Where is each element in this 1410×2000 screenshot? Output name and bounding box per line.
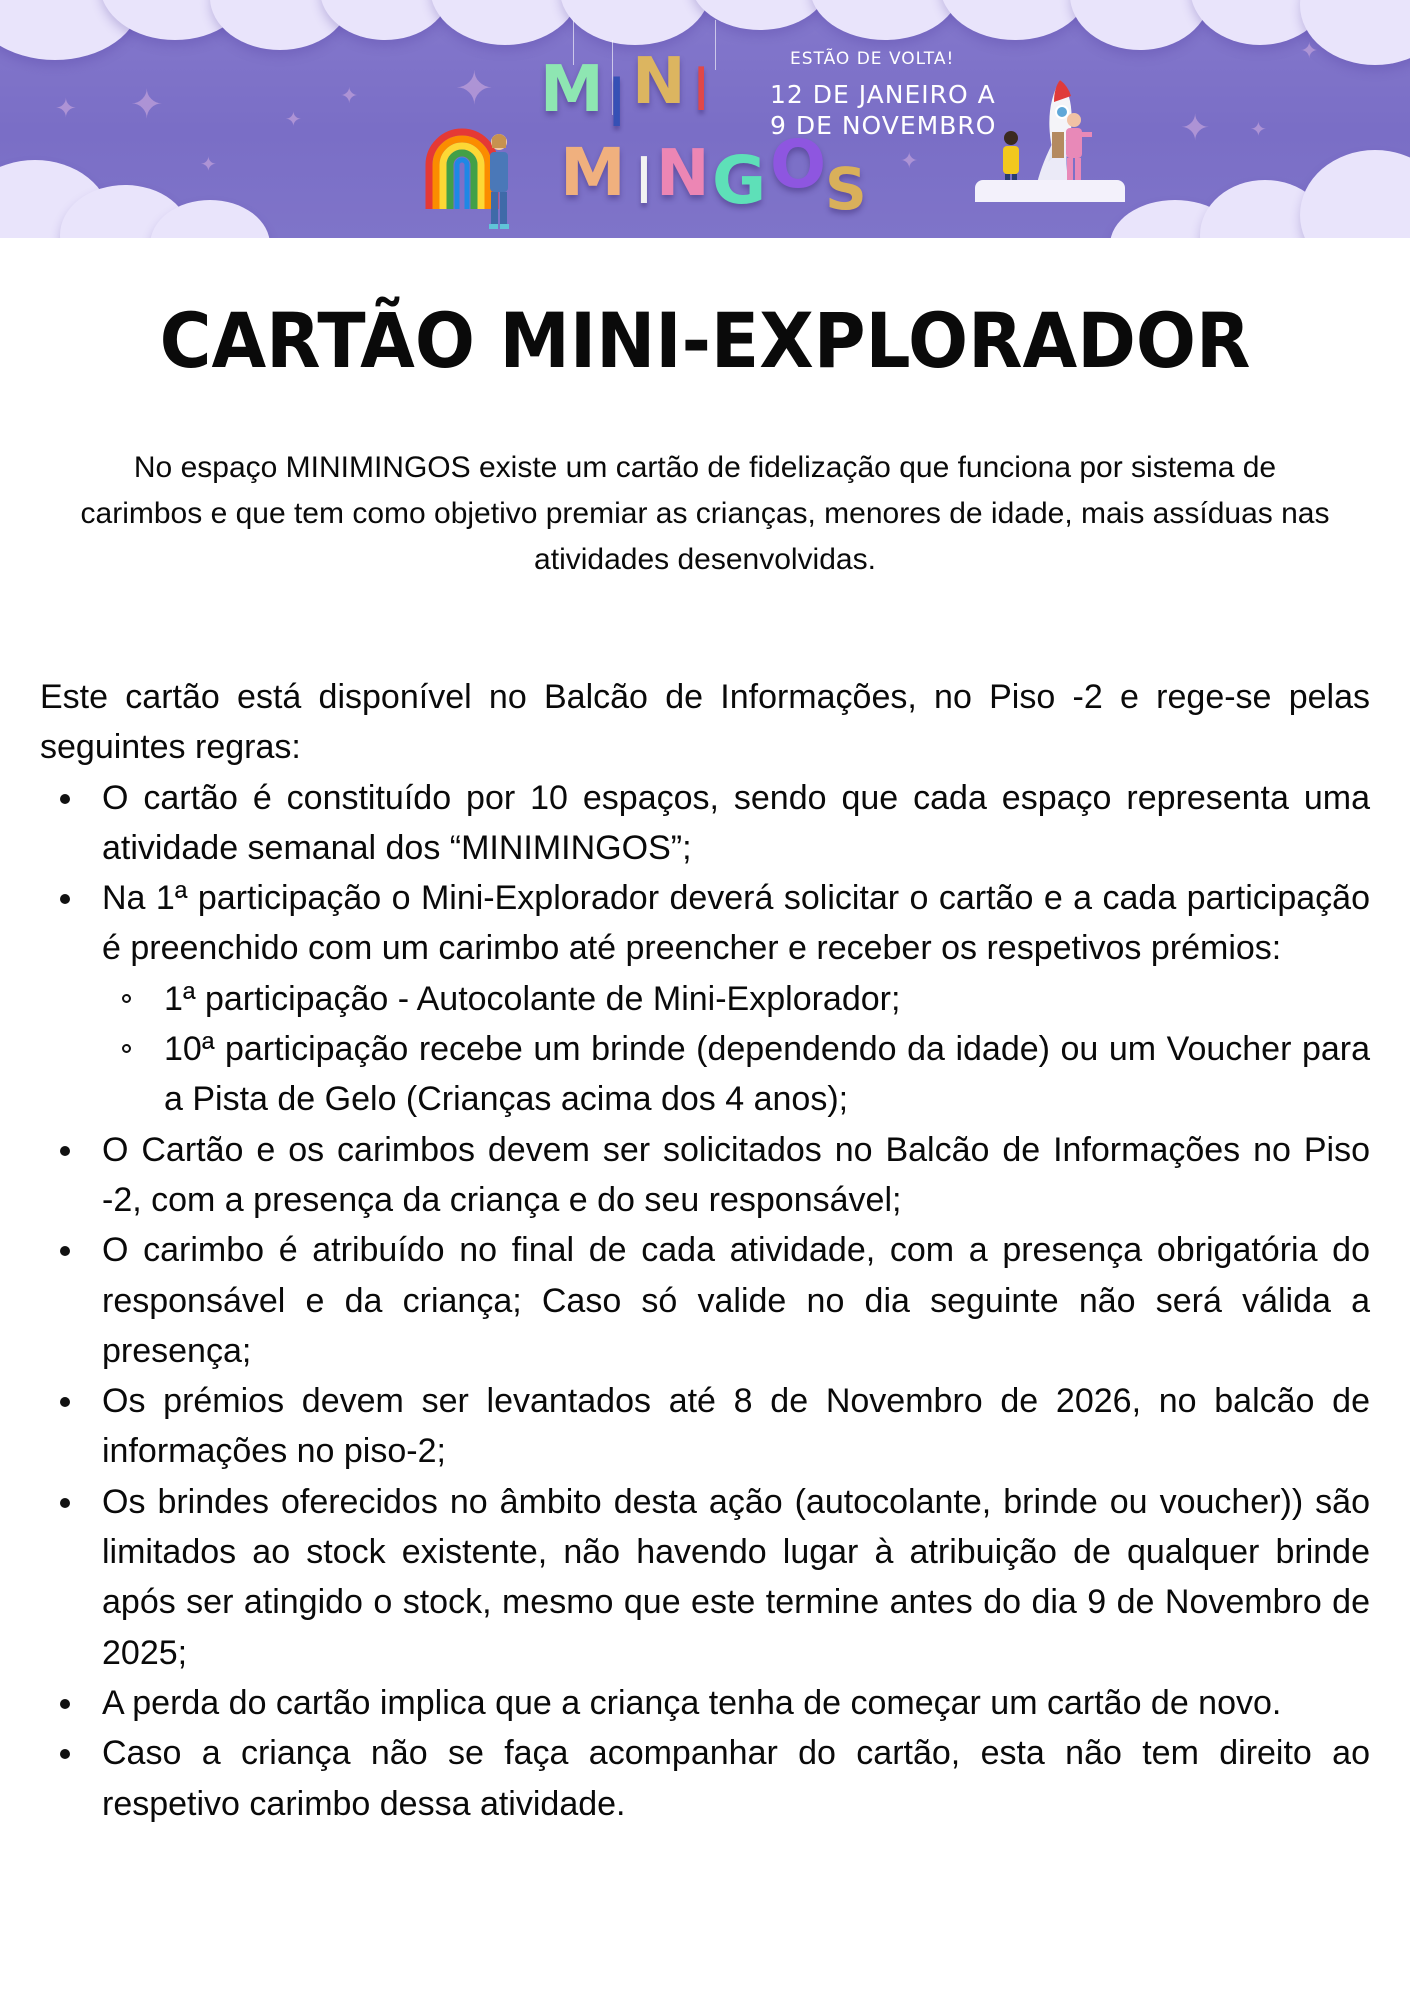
prize-item	[102, 974, 1370, 1024]
logo-letter: I	[637, 145, 650, 219]
rules-lead: Este cartão está disponível no Balcão de Informações, no Piso -2 e rege-se pelas seguintes regras:	[40, 678, 1370, 767]
cloud-decoration	[1300, 150, 1410, 238]
logo-letter: O	[770, 126, 827, 203]
cloud-decoration	[320, 0, 450, 40]
rule-text: O cartão é constituído por 10 espaços, sendo que cada espaço representa uma atividade semanal dos “MINIMINGOS”;	[102, 778, 1370, 867]
rule-item	[40, 873, 1370, 1124]
rules-list	[40, 773, 1370, 1829]
rule-text: Caso a criança não se faça acompanhar do cartão, esta não tem direito ao respetivo carimbo dessa atividade.	[102, 1734, 1370, 1823]
balloon-string	[715, 20, 716, 70]
tagline: ESTÃO DE VOLTA!	[790, 49, 955, 69]
rule-item	[40, 1376, 1370, 1477]
circle-bullet-icon	[122, 994, 131, 1003]
prize-item	[102, 1024, 1370, 1125]
rule-item	[40, 1728, 1370, 1829]
child-figure-icon	[484, 130, 514, 230]
bullet-icon	[60, 1397, 70, 1407]
date-line-2: 9 DE NOVEMBRO	[770, 111, 997, 140]
prize-text: 1ª participação - Autocolante de Mini-Explorador;	[164, 979, 901, 1018]
cloud-platform	[975, 180, 1125, 202]
rule-item	[40, 1678, 1370, 1728]
logo-letter: S	[825, 155, 867, 223]
bullet-icon	[60, 1749, 70, 1759]
logo-letter: I	[610, 64, 623, 143]
cloud-decoration	[1070, 0, 1210, 50]
rules-section	[40, 672, 1370, 1829]
header-banner	[0, 0, 1410, 238]
rule-text: A perda do cartão implica que a criança tenha de começar um cartão de novo.	[102, 1683, 1282, 1722]
star-icon: ✦	[1250, 119, 1267, 141]
bullet-icon	[60, 1699, 70, 1709]
cloud-decoration	[690, 0, 830, 30]
logo-letter: N	[632, 45, 686, 119]
logo-letter: M	[560, 134, 626, 211]
cloud-decoration	[810, 0, 960, 40]
star-icon: ✦	[200, 154, 217, 176]
rule-item	[40, 1477, 1370, 1678]
star-icon: ✦	[1300, 38, 1319, 63]
star-icon: ✦	[1180, 107, 1211, 148]
star-icon: ✦	[130, 83, 164, 127]
bullet-icon	[60, 1146, 70, 1156]
page-title: CARTÃO MINI-EXPLORADOR	[159, 296, 1251, 385]
logo-letter: I	[695, 55, 707, 125]
bullet-icon	[60, 1246, 70, 1256]
date-line-1: 12 DE JANEIRO A	[770, 80, 996, 109]
bullet-icon	[60, 894, 70, 904]
prizes-sublist	[102, 974, 1370, 1125]
rule-text: Os prémios devem ser levantados até 8 de Novembro de 2026, no balcão de informações no piso-2;	[102, 1382, 1370, 1471]
star-icon: ✦	[55, 93, 77, 123]
logo-letter: N	[656, 137, 710, 211]
intro-paragraph: No espaço MINIMINGOS existe um cartão de fidelização que funciona por sistema de carimbos e que tem como objetivo premiar as crianças, menores de idade, mais assíduas nas atividades desenvolvidas.	[80, 451, 1330, 576]
bullet-icon	[60, 1498, 70, 1508]
cloud-decoration	[430, 0, 580, 45]
star-icon: ✦	[455, 62, 494, 114]
rule-item	[40, 1225, 1370, 1376]
star-icon: ✦	[900, 148, 919, 173]
cloud-decoration	[560, 0, 710, 45]
logo-letter: G	[712, 142, 767, 219]
star-icon: ✦	[340, 83, 359, 108]
rule-item	[40, 1125, 1370, 1226]
rule-text: Os brindes oferecidos no âmbito desta ação (autocolante, brinde ou voucher)) são limitados ao stock existente, não havendo lugar à atribuição de qualquer brinde após ser atingido o stock, mesmo que este termine antes do dia 9 de Novembro de 2025;	[102, 1482, 1370, 1672]
prize-text: 10ª participação recebe um brinde (dependendo da idade) ou um Voucher para a Pista de Gelo (Crianças acima dos 4 anos);	[164, 1030, 1370, 1119]
bullet-icon	[60, 794, 70, 804]
logo-letter: M	[540, 53, 604, 127]
rule-item	[40, 773, 1370, 874]
rule-text: Na 1ª participação o Mini-Explorador deverá solicitar o cartão e a cada participação é preenchido com um carimbo até preencher e receber os respetivos prémios:	[102, 879, 1370, 968]
cloud-decoration	[940, 0, 1090, 40]
star-icon: ✦	[285, 109, 302, 131]
rule-text: O carimbo é atribuído no final de cada atividade, com a presença obrigatória do responsável e da criança; Caso só valide no dia seguinte não será válida a presença;	[102, 1231, 1370, 1370]
rule-text: O Cartão e os carimbos devem ser solicitados no Balcão de Informações no Piso -2, com a presença da criança e do seu responsável;	[102, 1130, 1370, 1219]
circle-bullet-icon	[122, 1044, 131, 1053]
